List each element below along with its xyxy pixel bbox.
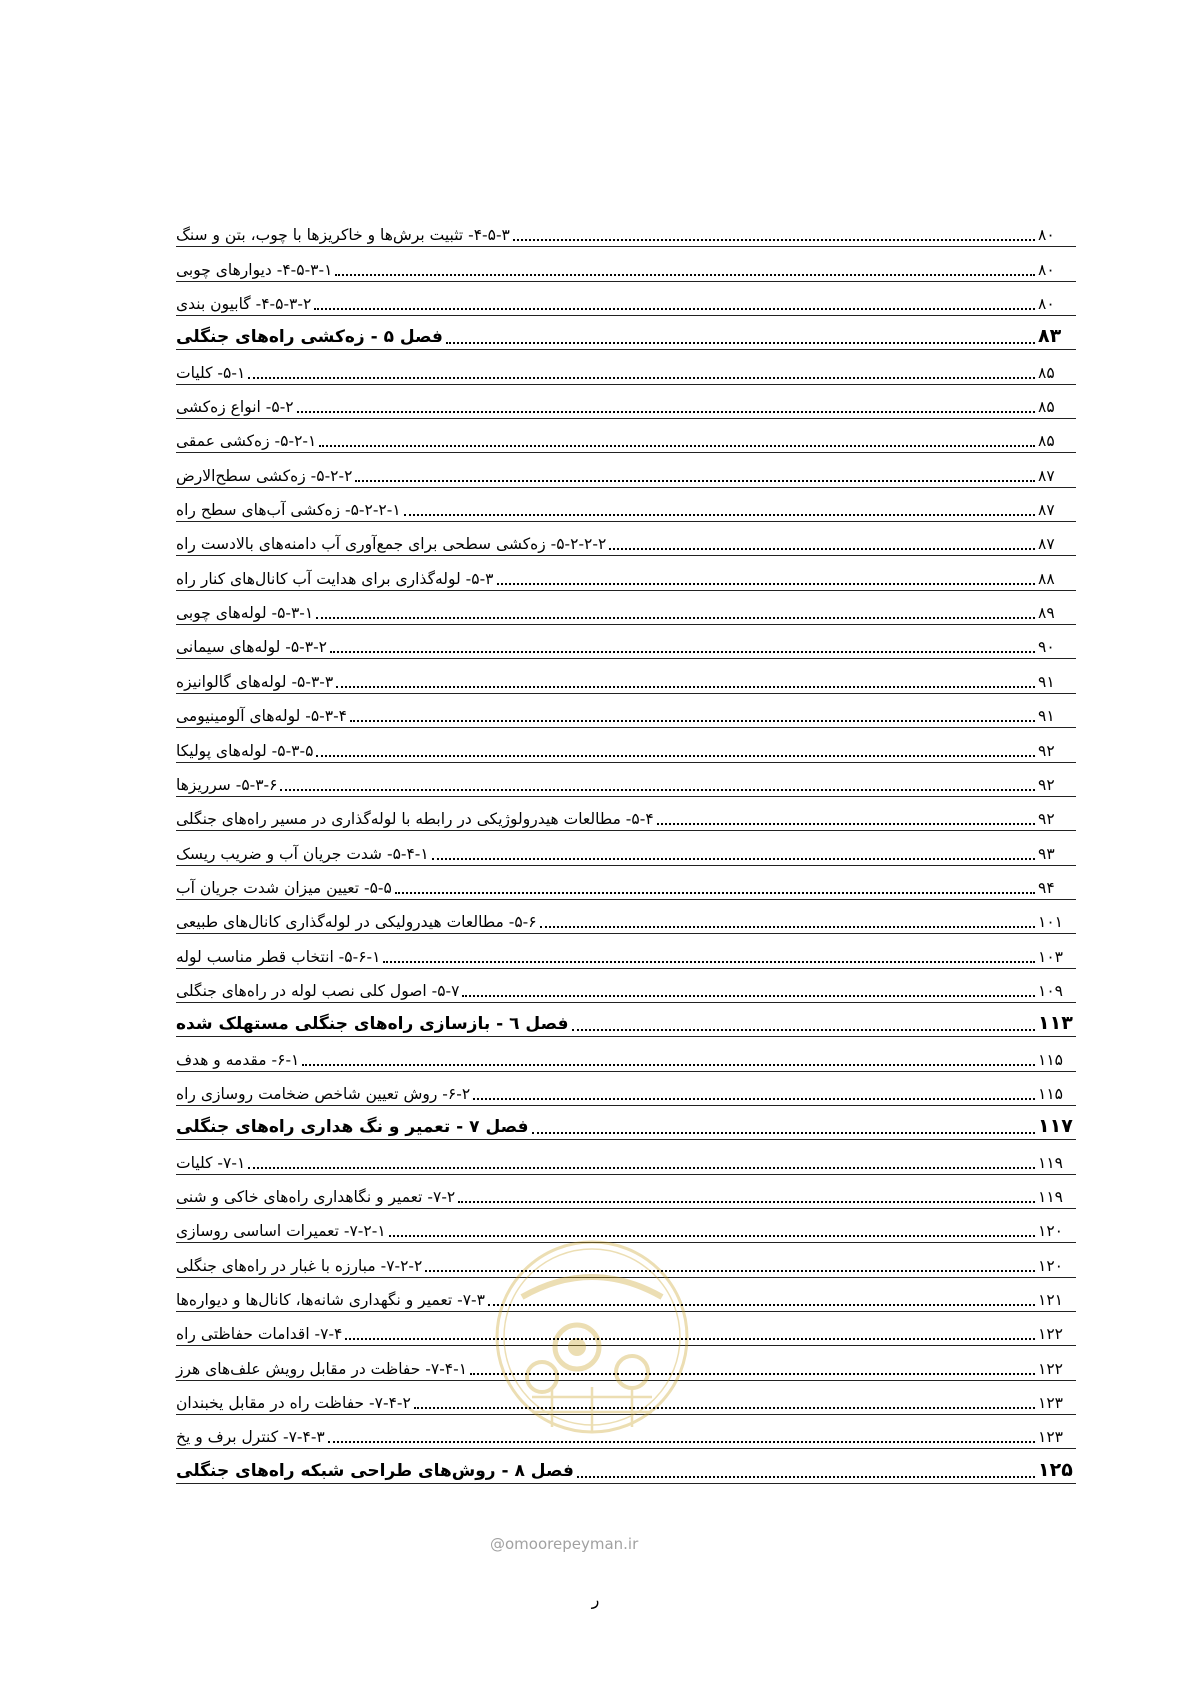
toc-entry-title: ۵-۶- مطالعات هیدرولیکی در لوله‌گذاری کانال‌های طبیعی: [176, 913, 537, 932]
toc-page-number: ۸۷: [1038, 501, 1055, 520]
toc-page-number: ۸۵: [1038, 432, 1055, 451]
toc-row[interactable]: [176, 385, 1076, 419]
toc-leader-dots: [389, 1234, 1035, 1237]
toc-entry-title: ۶-۱- مقدمه و هدف: [176, 1050, 300, 1069]
toc-leader-dots: [473, 1097, 1035, 1100]
toc-page-number: ۸۷: [1038, 535, 1055, 554]
toc-page-number: ۱۱۹: [1038, 1153, 1063, 1172]
toc-row[interactable]: [176, 213, 1076, 247]
toc-entry-title: ۷-۲-۲- مبارزه با غبار در راه‌های جنگلی: [176, 1256, 423, 1275]
toc-leader-dots: [513, 238, 1035, 241]
toc-page-number: ۱۲۱: [1038, 1291, 1063, 1309]
toc-row[interactable]: [176, 831, 1076, 865]
toc-row[interactable]: [176, 797, 1076, 831]
toc-page-number: ۸۹: [1038, 604, 1055, 623]
toc-entry-title: ۷-۴-۱- حفاظت در مقابل رویش علف‌های هرز: [176, 1359, 468, 1378]
toc-page-number: ۱۲۳: [1038, 1394, 1063, 1413]
toc-leader-dots: [383, 960, 1035, 963]
toc-page-number: ۱۲۵: [1038, 1458, 1073, 1481]
toc-entry-title: ۵-۷- اصول کلی نصب لوله در راه‌های جنگلی: [176, 981, 460, 1000]
toc-page-number: ۸۵: [1038, 363, 1055, 382]
toc-row[interactable]: [176, 1140, 1076, 1174]
toc-page-number: ۱۲۲: [1038, 1325, 1063, 1344]
toc-page-number: ۱۲۲: [1038, 1359, 1063, 1378]
toc-leader-dots: [302, 1063, 1035, 1066]
toc-row[interactable]: [176, 625, 1076, 659]
toc-leader-dots: [316, 754, 1035, 757]
toc-page-number: ۹۲: [1038, 741, 1055, 760]
toc-page-number: ۹۱: [1038, 672, 1055, 691]
toc-entry-title: ۵-۶-۱- انتخاب قطر مناسب لوله: [176, 947, 381, 966]
toc-page-number: ۱۲۳: [1038, 1428, 1063, 1447]
toc-page-number: ۱۰۱: [1038, 913, 1063, 932]
toc-leader-dots: [248, 376, 1035, 379]
toc-leader-dots: [446, 341, 1035, 344]
toc-page-number: ۸۳: [1038, 325, 1062, 348]
toc-leader-dots: [336, 685, 1035, 688]
toc-leader-dots: [532, 1131, 1035, 1134]
toc-leader-dots: [395, 891, 1035, 894]
toc-leader-dots: [316, 616, 1035, 619]
toc-row[interactable]: [176, 556, 1076, 590]
toc-entry-title: فصل ۷ - تعمیر و نگ هداری راه‌های جنگلی: [176, 1117, 529, 1138]
toc-leader-dots: [497, 582, 1036, 585]
toc-entry-title: ۵-۳- لوله‌گذاری برای هدایت آب کانال‌های کنار راه: [176, 569, 494, 588]
toc-entry-title: ۵-۴-۱- شدت جریان آب و ضریب ریسک: [176, 844, 429, 863]
toc-page-number: ۹۴: [1038, 878, 1055, 897]
page-number: ر: [591, 1590, 600, 1609]
toc-page-number: ۱۱۵: [1038, 1084, 1063, 1103]
toc-entry-title: ۷-۴-۳- کنترل برف و یخ: [176, 1428, 325, 1447]
toc-leader-dots: [425, 1269, 1035, 1272]
toc-page-number: ۸۰: [1038, 226, 1055, 245]
toc-leader-dots: [540, 925, 1035, 928]
toc-row[interactable]: [176, 247, 1076, 281]
toc-page-number: ۹۳: [1038, 844, 1055, 863]
toc-entry-title: ۴-۵-۳-۲- گابیون بندی: [176, 295, 312, 314]
toc-leader-dots: [414, 1406, 1035, 1409]
toc-leader-dots: [470, 1372, 1035, 1375]
toc-entry-title: ۴-۵-۳-۱- دیوارهای چوبی: [176, 260, 333, 279]
toc-leader-dots: [280, 788, 1035, 791]
toc-leader-dots: [330, 650, 1035, 653]
toc-entry-title: فصل ٦ - بازسازی راه‌های جنگلی مستهلک شده: [176, 1014, 569, 1035]
toc-entry-title: ۴-۵-۳- تثبیت برش‌ها و خاکریزها با چوب، بتن و سنگ: [176, 226, 510, 245]
toc-page-number: ۱۱۷: [1038, 1115, 1073, 1138]
toc-leader-dots: [297, 410, 1035, 413]
toc-page-number: ۱۲۰: [1038, 1256, 1063, 1275]
toc-entry-title: ۷-۳- تعمیر و نگهداری شانه‌ها، کانال‌ها و دیواره‌ها: [176, 1291, 485, 1309]
toc-page-number: ۹۱: [1038, 707, 1055, 726]
toc-leader-dots: [462, 994, 1035, 997]
toc-row[interactable]: [176, 1209, 1076, 1243]
toc-leader-dots: [319, 444, 1035, 447]
toc-leader-dots: [657, 822, 1035, 825]
toc-entry-title: فصل ۵ - زه‌کشی راه‌های جنگلی: [176, 327, 443, 348]
table-of-contents: [176, 213, 1076, 1484]
toc-entry-title: ۷-۴-۲- حفاظت راه در مقابل یخبندان: [176, 1394, 411, 1413]
toc-page-number: ۱۰۳: [1038, 947, 1063, 966]
toc-row[interactable]: [176, 866, 1076, 900]
toc-page-number: ۱۱۹: [1038, 1187, 1063, 1206]
toc-row[interactable]: [176, 1278, 1076, 1312]
toc-page-number: ۸۷: [1038, 466, 1055, 485]
toc-row[interactable]: [176, 350, 1076, 384]
toc-row[interactable]: [176, 453, 1076, 487]
toc-page-number: ۹۲: [1038, 810, 1055, 829]
toc-leader-dots: [572, 1028, 1036, 1031]
toc-page-number: ۹۲: [1038, 775, 1055, 794]
toc-leader-dots: [248, 1166, 1035, 1169]
toc-leader-dots: [458, 1200, 1035, 1203]
toc-entry-title: ۷-۲-۱- تعمیرات اساسی روسازی: [176, 1222, 386, 1241]
toc-row[interactable]: [176, 282, 1076, 316]
toc-row[interactable]: [176, 969, 1076, 1003]
toc-page-number: ۱۱۳: [1038, 1012, 1073, 1035]
toc-page-number: ۸۰: [1038, 260, 1055, 279]
toc-row[interactable]: [176, 1346, 1076, 1380]
toc-entry-title: ۷-۲- تعمیر و نگاهداری راه‌های خاکی و شنی: [176, 1187, 456, 1206]
toc-entry-title: ۵-۳-۴- لوله‌های آلومینیومی: [176, 707, 348, 726]
toc-leader-dots: [350, 719, 1035, 722]
toc-entry-title: ۵-۲-۱- زه‌کشی عمقی: [176, 432, 317, 451]
toc-page-number: ۱۱۵: [1038, 1050, 1063, 1069]
toc-entry-title: ۶-۲- روش تعیین شاخص ضخامت روسازی راه: [176, 1084, 471, 1103]
toc-row[interactable]: [176, 1037, 1076, 1071]
toc-entry-title: ۷-۱- کلیات: [176, 1153, 246, 1172]
toc-row[interactable]: [176, 419, 1076, 453]
toc-row[interactable]: [176, 522, 1076, 556]
toc-entry-title: ۵-۵- تعیین میزان شدت جریان آب: [176, 878, 392, 897]
toc-page-number: ۸۵: [1038, 398, 1055, 417]
toc-leader-dots: [609, 547, 1035, 550]
toc-row[interactable]: [176, 1175, 1076, 1209]
toc-leader-dots: [355, 479, 1035, 482]
toc-leader-dots: [314, 307, 1035, 310]
toc-entry-title: ۵-۳-۶- سرریزها: [176, 775, 278, 794]
toc-chapter-row[interactable]: [176, 316, 1076, 350]
toc-row[interactable]: [176, 1243, 1076, 1277]
toc-page-number: ۹۰: [1038, 638, 1055, 657]
toc-page-number: ۱۲۰: [1038, 1222, 1063, 1241]
toc-page-number: ۸۸: [1038, 569, 1055, 588]
toc-row[interactable]: [176, 694, 1076, 728]
toc-entry-title: ۵-۳-۲- لوله‌های سیمانی: [176, 638, 327, 657]
toc-page-number: ۸۰: [1038, 295, 1055, 314]
toc-entry-title: ۵-۴- مطالعات هیدرولوژیکی در رابطه با لوله‌گذاری در مسیر راه‌های جنگلی: [176, 810, 654, 829]
toc-row[interactable]: [176, 1312, 1076, 1346]
toc-row[interactable]: [176, 900, 1076, 934]
toc-entry-title: فصل ۸ - روش‌های طراحی شبکه راه‌های جنگلی: [176, 1460, 574, 1481]
toc-entry-title: ۵-۲- انواع زه‌کشی: [176, 398, 294, 417]
toc-row[interactable]: [176, 763, 1076, 797]
watermark-text: @omoorepeyman.ir: [490, 1535, 639, 1553]
toc-row[interactable]: [176, 934, 1076, 968]
toc-row[interactable]: [176, 488, 1076, 522]
toc-leader-dots: [328, 1440, 1035, 1443]
toc-leader-dots: [345, 1337, 1035, 1340]
toc-page-number: ۱۰۹: [1038, 981, 1063, 1000]
toc-entry-title: ۵-۲-۲- زه‌کشی سطح‌الارض: [176, 466, 353, 485]
toc-chapter-row[interactable]: [176, 1003, 1076, 1037]
toc-leader-dots: [404, 513, 1035, 516]
toc-entry-title: ۵-۲-۲-۲- زه‌کشی سطحی برای جمع‌آوری آب دامنه‌های بالادست راه: [176, 535, 607, 554]
toc-row[interactable]: [176, 591, 1076, 625]
toc-entry-title: ۵-۱- کلیات: [176, 363, 246, 382]
toc-chapter-row[interactable]: [176, 1106, 1076, 1140]
toc-entry-title: ۵-۲-۲-۱- زه‌کشی آب‌های سطح راه: [176, 501, 401, 520]
toc-entry-title: ۵-۳-۵- لوله‌های پولیکا: [176, 741, 314, 760]
toc-row[interactable]: [176, 1415, 1076, 1449]
toc-chapter-row[interactable]: [176, 1449, 1076, 1483]
toc-leader-dots: [432, 857, 1035, 860]
toc-leader-dots: [488, 1303, 1035, 1306]
toc-entry-title: ۵-۳-۱- لوله‌های چوبی: [176, 604, 314, 623]
toc-entry-title: ۷-۴- اقدامات حفاظتی راه: [176, 1325, 343, 1344]
toc-row[interactable]: [176, 659, 1076, 693]
toc-row[interactable]: [176, 1381, 1076, 1415]
toc-leader-dots: [577, 1475, 1035, 1478]
toc-row[interactable]: [176, 1072, 1076, 1106]
toc-leader-dots: [335, 273, 1035, 276]
toc-row[interactable]: [176, 728, 1076, 762]
toc-entry-title: ۵-۳-۳- لوله‌های گالوانیزه: [176, 672, 334, 691]
